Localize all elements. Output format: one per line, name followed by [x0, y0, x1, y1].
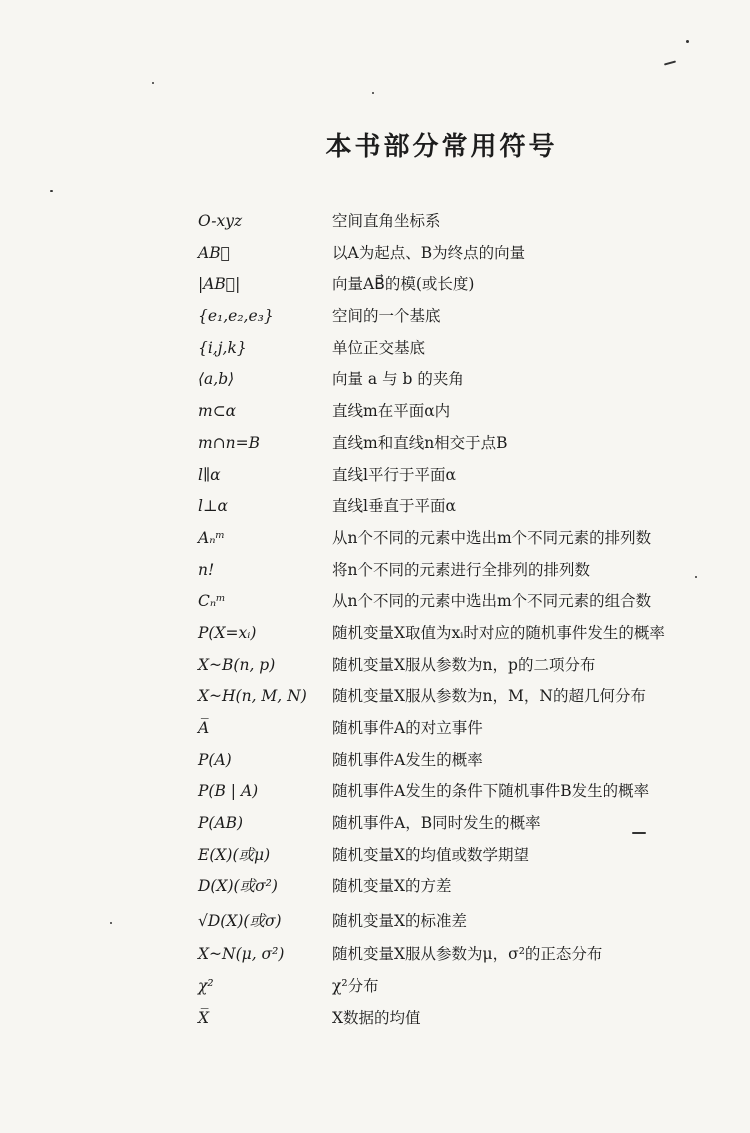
symbol-description: 将n个不同的元素进行全排列的排列数 — [332, 560, 590, 579]
symbol-description: 随机变量X取值为xᵢ时对应的随机事件发生的概率 — [332, 623, 665, 642]
scan-speck — [695, 576, 697, 578]
symbol-description: 随机事件A发生的条件下随机事件B发生的概率 — [332, 782, 650, 801]
symbol-row — [198, 808, 698, 840]
symbol-description: 向量AB⃗的模(或长度) — [332, 275, 475, 294]
symbol-description: 直线m在平面α内 — [332, 402, 451, 421]
symbol: O-xyz — [198, 212, 243, 230]
symbol-row — [198, 650, 698, 682]
symbol: ⟨a,b⟩ — [198, 370, 235, 389]
symbol: P(X=xᵢ) — [198, 623, 257, 642]
symbol: m∩n=B — [198, 433, 261, 452]
symbol: X̅ — [198, 1008, 210, 1027]
symbol: Cₙᵐ — [198, 592, 226, 611]
symbol-row — [198, 618, 698, 650]
symbol: X~B(n, p) — [198, 655, 276, 674]
symbol: |AB⃗| — [198, 275, 241, 294]
symbol-description: 随机变量X的均值或数学期望 — [332, 845, 530, 864]
symbol-row — [198, 364, 698, 396]
symbol-row — [198, 206, 698, 238]
symbol-row — [198, 586, 698, 618]
symbol-description: 随机事件A，B同时发生的概率 — [332, 814, 541, 833]
symbol-description: 直线m和直线n相交于点B — [332, 433, 508, 452]
symbol-description: 随机变量X服从参数为μ，σ²的正态分布 — [332, 945, 603, 964]
scan-speck — [152, 82, 154, 84]
scan-speck — [372, 92, 374, 94]
symbol-description: 随机事件A的对立事件 — [332, 719, 483, 737]
symbol: χ² — [198, 976, 214, 995]
symbol: {i,j,k} — [198, 338, 247, 357]
symbol-description: X数据的均值 — [332, 1008, 421, 1027]
symbol: l∥α — [198, 465, 221, 484]
symbol-row — [198, 460, 698, 492]
page-title: 本书部分常用符号 — [325, 132, 558, 162]
symbol-description: 随机变量X服从参数为n，M，N的超几何分布 — [332, 687, 646, 706]
symbol-row — [198, 971, 698, 1003]
symbol: E(X)(或μ) — [198, 845, 271, 864]
symbol-table — [198, 206, 698, 1034]
symbol: P(A) — [198, 750, 232, 769]
symbol: √D(X)(或σ) — [198, 912, 282, 931]
symbol-description: 直线l垂直于平面α — [332, 497, 456, 516]
symbol-row — [198, 871, 698, 903]
symbol-description: 单位正交基底 — [332, 338, 426, 357]
symbol: {e₁,e₂,e₃} — [198, 307, 274, 326]
scan-speck — [632, 832, 646, 834]
symbol: n! — [198, 560, 215, 579]
symbol-row — [198, 840, 698, 872]
symbol-description: 直线l平行于平面α — [332, 465, 456, 484]
symbol: X~N(μ, σ²) — [198, 945, 285, 964]
symbol-description: 随机变量X服从参数为n，p的二项分布 — [332, 655, 596, 674]
symbol-description: 从n个不同的元素中选出m个不同元素的排列数 — [332, 528, 652, 547]
symbol-row — [198, 333, 698, 365]
symbol-row — [198, 428, 698, 460]
symbol-row — [198, 491, 698, 523]
symbol-row — [198, 939, 698, 971]
symbol-row — [198, 776, 698, 808]
symbol-description: 以A为起点、B为终点的向量 — [332, 243, 526, 262]
symbol-description: 随机变量X的标准差 — [332, 912, 468, 931]
symbol-row — [198, 903, 698, 939]
symbol-row — [198, 713, 698, 745]
symbol: A̅ — [198, 719, 210, 737]
symbol-row — [198, 523, 698, 555]
symbol: X~H(n, M, N) — [198, 687, 307, 706]
scan-speck — [50, 190, 53, 192]
symbol: m⊂α — [198, 402, 237, 421]
symbol: D(X)(或σ²) — [198, 877, 278, 896]
symbol-row — [198, 396, 698, 428]
symbol-row — [198, 238, 698, 270]
symbol: Aₙᵐ — [198, 528, 225, 547]
symbol-description: 空间直角坐标系 — [332, 212, 441, 230]
scan-speck — [110, 922, 112, 924]
symbol-row — [198, 301, 698, 333]
symbol-description: 向量 a 与 b 的夹角 — [332, 370, 464, 389]
symbol-description: 从n个不同的元素中选出m个不同元素的组合数 — [332, 592, 652, 611]
symbol-row — [198, 745, 698, 777]
symbol-description: 空间的一个基底 — [332, 307, 441, 326]
symbol-description: χ²分布 — [332, 976, 379, 995]
scan-speck — [686, 40, 689, 43]
symbol-description: 随机变量X的方差 — [332, 877, 452, 896]
symbol: P(B | A) — [198, 782, 259, 801]
symbol-row — [198, 269, 698, 301]
symbol-description: 随机事件A发生的概率 — [332, 750, 483, 769]
symbol: l⊥α — [198, 497, 229, 516]
symbol: AB⃗ — [198, 243, 230, 262]
symbol-row — [198, 681, 698, 713]
symbol: P(AB) — [198, 814, 244, 833]
scan-speck — [664, 60, 676, 65]
symbol-row — [198, 555, 698, 587]
symbol-row — [198, 1003, 698, 1035]
